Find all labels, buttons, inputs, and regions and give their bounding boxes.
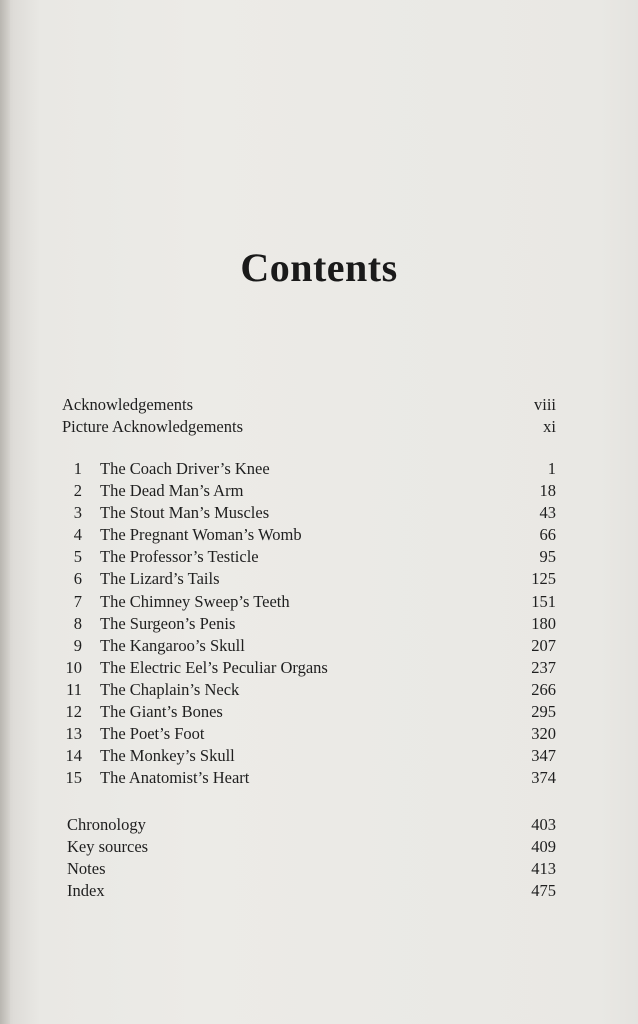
toc-entry [62, 814, 556, 836]
chapter-page: 95 [539, 547, 556, 567]
toc-entry-page: xi [543, 417, 556, 437]
chapter-entry [62, 568, 556, 590]
chapter-entry [62, 458, 556, 480]
chapter-title: The Professor’s Testicle [100, 547, 259, 567]
chapter-title: The Poet’s Foot [100, 724, 205, 744]
chapter-number: 9 [73, 635, 82, 655]
chapter-page: 347 [531, 746, 556, 766]
chapter-number: 11 [66, 679, 82, 699]
chapter-page: 266 [531, 679, 556, 699]
chapter-number: 5 [73, 547, 82, 567]
chapter-number: 2 [73, 481, 82, 501]
chapter-title: The Chimney Sweep’s Teeth [100, 591, 290, 611]
chapter-entry [62, 480, 556, 502]
chapter-page: 237 [531, 657, 556, 677]
toc-entry [62, 836, 556, 858]
chapter-entry [62, 502, 556, 524]
chapter-entry [62, 613, 556, 635]
chapter-entry [62, 767, 556, 789]
chapter-entry [62, 546, 556, 568]
chapter-page: 180 [531, 613, 556, 633]
chapter-page: 43 [539, 503, 556, 523]
chapter-title: The Surgeon’s Penis [100, 613, 236, 633]
book-spine-shadow [0, 0, 10, 1024]
page-title: Contents [240, 245, 398, 290]
chapter-title: The Giant’s Bones [100, 702, 223, 722]
chapter-page: 320 [531, 724, 556, 744]
chapter-title: The Stout Man’s Muscles [100, 503, 270, 523]
chapter-entry [62, 635, 556, 657]
chapter-title: The Pregnant Woman’s Womb [100, 525, 302, 545]
chapter-number: 15 [65, 768, 82, 788]
toc-entry [62, 880, 556, 902]
chapter-number: 4 [73, 525, 82, 545]
chapter-page: 151 [531, 591, 556, 611]
chapter-number: 7 [73, 591, 82, 611]
chapter-number: 6 [73, 569, 82, 589]
chapter-number: 14 [65, 746, 82, 766]
chapter-number: 1 [73, 459, 82, 478]
toc-entry-page: 413 [531, 859, 556, 879]
toc-entry-page: 403 [531, 815, 556, 834]
chapter-page: 18 [539, 481, 556, 501]
chapter-entry [62, 723, 556, 745]
chapter-title: The Anatomist’s Heart [100, 768, 250, 788]
chapter-title: The Electric Eel’s Peculiar Organs [100, 657, 328, 677]
toc-entry [62, 858, 556, 880]
toc-entry-label: Notes [67, 859, 106, 879]
toc-entry [62, 394, 556, 416]
chapter-list [62, 458, 556, 789]
front-matter-list [62, 394, 556, 438]
chapter-page: 374 [531, 768, 556, 788]
chapter-page: 125 [531, 569, 556, 589]
chapter-title: The Lizard’s Tails [100, 569, 220, 589]
chapter-number: 8 [73, 613, 82, 633]
toc-entry-page: viii [533, 395, 556, 414]
chapter-number: 3 [73, 503, 82, 523]
chapter-page: 207 [531, 635, 556, 655]
chapter-page: 66 [539, 525, 556, 545]
chapter-entry [62, 591, 556, 613]
back-matter-list [62, 814, 556, 902]
chapter-number: 13 [65, 724, 82, 744]
toc-entry [62, 416, 556, 438]
toc-entry-label: Chronology [67, 815, 146, 834]
chapter-entry [62, 524, 556, 546]
toc-entry-label: Picture Acknowledgements [62, 417, 244, 437]
chapter-number: 10 [65, 657, 82, 677]
chapter-title: The Chaplain’s Neck [100, 679, 240, 699]
chapter-page: 295 [531, 702, 556, 722]
chapter-title: The Coach Driver’s Knee [100, 459, 270, 478]
toc-entry-label: Index [67, 881, 105, 901]
chapter-entry [62, 657, 556, 679]
toc-entry-label: Key sources [67, 837, 149, 857]
chapter-entry [62, 745, 556, 767]
chapter-page: 1 [547, 459, 556, 478]
toc-entry-page: 409 [531, 837, 556, 857]
toc-entry-page: 475 [531, 881, 556, 901]
chapter-title: The Dead Man’s Arm [100, 481, 244, 501]
chapter-number: 12 [65, 702, 82, 722]
chapter-entry [62, 679, 556, 701]
chapter-title: The Kangaroo’s Skull [100, 635, 245, 655]
chapter-entry [62, 701, 556, 723]
chapter-title: The Monkey’s Skull [100, 746, 235, 766]
toc-entry-label: Acknowledgements [62, 395, 194, 414]
